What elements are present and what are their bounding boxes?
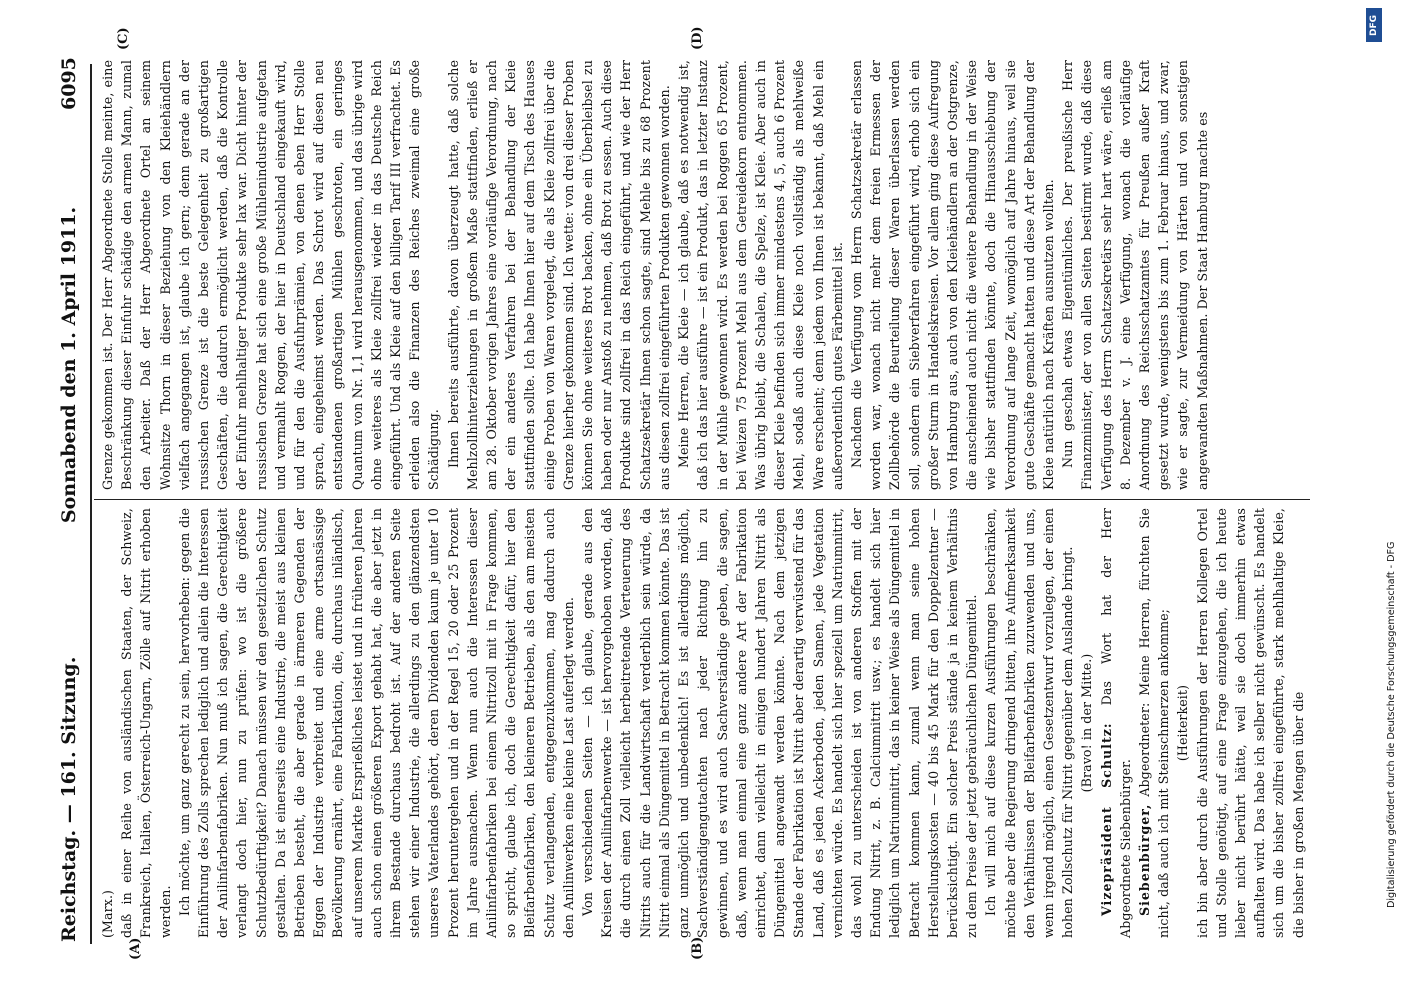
header-rule <box>90 64 92 944</box>
paragraph: Ihnen bereits ausführte, davon überzeugt hatte, daß solche Mehlzollhinterziehungen in großem Maße stattfinden, erließ er am 28. Oktober vorigen Jahres eine vorläufige Verordnung, nach der ein anderes Verfahren bei der Behandlung der Kleie stattfinden sollte. Ich habe Ihnen hier auf dem Tisch des Hauses einige Proben von Waren vorgelegt, die als Kleie zollfrei über die Grenze hierher gekommen sind. Ich wette: von drei dieser Proben können Sie ohne weiteres Brot backen, ohne ein Überbleibsel zu haben oder nur Anstoß zu nehmen, daß Brot zu essen. Auch diese Produkte sind zollfrei in das Reich eingeführt, und wie der Herr Schatzsekretär Ihnen schon sagte, sind Mehle bis zu 68 Prozent aus diesen zollfrei eingeführten Produkten gewonnen worden. <box>445 60 672 490</box>
running-header-left: Reichstag. — 161. Sitzung. <box>58 656 80 942</box>
paragraph: Grenze gekommen ist. Der Herr Abgeordnete Stolle meinte, eine Beschränkung dieser Einfuhr schädige den armen Mann, zumal den Arbeiter. Daß der Herr Abgeordnete Ortel an seinem Wohnsitze Thorn in dieser Beziehung von den Kleiehändlern vielfach angegangen ist, glaube ich gern; denn gerade an der russischen Grenze ist die beste Gelegenheit zu großartigen Geschäften, die dadurch ermöglicht werden, daß die Kontrolle der Einfuhr mehlhaltiger Produkte sehr lax war. Dicht hinter der russischen Grenze hat sich eine große Mühlenindustrie aufgetan und vermahlt Roggen, der hier in Deutschland eingekauft wird, und für den die Ausfuhrprämien, von denen eben Herr Stolle sprach, eingeheimst werden. Das Schrot wird auf diesen neu entstandenen großartigen Mühlen geschroten, ein geringes Quantum von Nr. 1,1 wird herausgenommen, und das übrige wird ohne weiteres als Kleie zollfrei wieder in das Deutsche Reich eingeführt. Und als Kleie auf den billigen Tarif III verfrachtet. Es erleiden also die Finanzen des Reiches zweimal eine große Schädigung. <box>100 60 442 490</box>
speaker-text: Das Wort hat der Herr Abgeordnete Siebenbürger. <box>1098 508 1133 938</box>
page-number: 6095 <box>58 57 80 110</box>
margin-marker-b: (B) <box>690 936 705 960</box>
digitization-credit <box>1364 8 1397 928</box>
margin-marker-a: (A) <box>128 937 143 960</box>
right-column <box>98 60 1308 490</box>
paragraph: Nun geschah etwas Eigentümliches. Der preußische Herr Finanzminister, der von allen Seiten bestürmt wurde, daß diese Verfügung des Herrn Schatzsekretärs sehr hart wäre, erließ am 8. Dezember v. J. eine Verfügung, wonach die vorläufige Anordnung des Reichsschatzamtes für Preußen außer Kraft gesetzt wurde, wenigstens bis zum 1. Februar hinaus, und zwar, wie er sagte, zur Vermeidung von Härten und von sonstigen angewandten Maßnahmen. Der Staat Hamburg machte es <box>1060 60 1210 490</box>
speaker-continuation: (Marx.) <box>100 889 115 938</box>
paragraph: Ich möchte, um ganz gerecht zu sein, hervorheben: gegen die Einführung des Zolls sprechen lediglich und allein die Interessen der Anilinfarbenfabriken. Nun muß ich sagen, die Gerechtigkeit verlangt doch hier, nun zu prüfen: wo ist die größere Schutzbedürftigkeit? Danach müssen wir den gesetzlichen Schutz gestalten. Da ist einerseits eine Industrie, die meist aus kleinen Betrieben besteht, die aber gerade in ärmeren Gegenden der Eggen der Industrie verbreitet und eine arme ortsansässige Bevölkerung ernährt, eine Fabrikation, die, durchaus inländisch, auf unserem Markte Ersprießliches leistet und in früheren Jahren auch schon einen größeren Export gehabt hat, die aber jetzt in ihrem Bestande durchaus bedroht ist. Auf der anderen Seite stehen wir einer Industrie, die allerdings zu den glänzendsten unseres Vaterlandes gehört, deren Dividenden kaum je unter 10 Prozent heruntergehen und in der Regel 15, 20 oder 25 Prozent im Jahre ausmachen. Wenn nun auch die Interessen dieser Anilinfarbenfabriken bei einem Nitritzoll mit in Frage kommen, so spricht, glaube ich, doch die Gerechtigkeit dafür, hier den Bleifarbenfabriken, den kleineren Betrieben, als den am meisten Schutz verlangenden, entgegenzukommen, mag dadurch auch den Anilinwerken eine kleine Last auferlegt werden. <box>176 508 576 938</box>
vice-president-line <box>1097 508 1135 938</box>
running-header-date: Sonnabend den 1. April 1911. <box>58 206 80 524</box>
applause-note: (Bravo! in der Mitte.) <box>1079 653 1095 793</box>
speaker-line <box>1135 508 1173 938</box>
paragraph: ich bin aber durch die Ausführungen der Herren Kollegen Ortel und Stolle genötigt, auf eine Frage einzugehen, die ich heute lieber nicht berührt hätte, weil sie doch immerhin etwas aufhalten wird. Das habe ich selber nicht gewünscht. Es handelt sich um die bisher zollfrei eingeführte, stark mehlhaltige Kleie, die bisher in großen Mengen über die <box>1194 508 1306 938</box>
margin-marker-c: (C) <box>116 27 131 50</box>
paragraph: Von verschiedenen Seiten — ich glaube, gerade aus den Kreisen der Anilinfarbenwerke — ist hervorgehoben worden, daß die durch einen Zoll vielleicht herbeitretende Verteuerung des Nitrits auch für die Landwirtschaft verderblich sein würde, da Nitrit einmal als Düngemittel in Betracht kommen könnte. Das ist ganz unmöglich und unbedenklich! Es ist allerdings möglich, Sachverständigengutachten nach jeder Richtung hin zu gewinnen, und es wird auch Sachverständige geben, die sagen, daß, wenn man einmal eine ganz andere Art der Fabrikation einrichtet, dann vielleicht in einigen hundert Jahren Nitrit als Düngemittel angewandt werden könnte. Nach dem jetzigen Stande der Fabrikation ist Nitrit aber derartig verwüstend für das Land, daß es jeden Ackerboden, jeden Samen, jede Vegetation vernichten würde. Es handelt sich hier speziell um Natriumnitrit, das wohl zu unterscheiden ist von anderen Stoffen mit der Endung Nitrit, z. B. Calciumnitrit usw.; es handelt sich hier lediglich um Natriumnitrit, das in keiner Weise als Düngemittel in Betracht kommen kann, zumal wenn man seine hohen Herstellungskosten — 40 bis 45 Mark für den Doppelzentner — berücksichtigt. Ein solcher Preis stände ja in keinem Verhältnis zu dem Preise der jetzt gebräuchlichen Düngemittel. <box>580 508 980 938</box>
dfg-logo: DFG <box>1366 8 1382 42</box>
laughter-note: (Heiterkeit) <box>1175 684 1191 762</box>
paragraph: daß in einer Reihe von ausländischen Staaten, der Schweiz, Frankreich, Italien, Österreich-Ungarn, Zölle auf Nitrit erhoben werden. <box>119 508 173 938</box>
paragraph: Nachdem die Verfügung vom Herrn Schatzsekretär erlassen worden war, wonach nicht mehr dem freien Ermessen der Zollbehörde die Beurteilung dieser Waren überlassen werden soll, sondern ein Siebverfahren eingeführt wird, erhob sich ein großer Sturm in Handelskreisen. Vor allem ging diese Aufregung von Hamburg aus, auch von den Kleiehändlern an der Ostgrenze, die anscheinend auch nicht die weitere Behandlung in der Weise wie bisher stattfinden könnte, doch die Hinausschiebung der Verordnung auf lange Zeit, womöglich auf Jahre hinaus, weil sie gute Geschäfte gemacht hatten und diese Art der Behandlung der Kleie natürlich nach Kräften ausnutzen wollten. <box>848 60 1056 490</box>
left-column <box>98 508 1308 938</box>
credit-text: Digitalisierung gefördert durch die Deutsche Forschungsgemeinschaft - DFG <box>1386 541 1397 908</box>
paragraph: Ich will mich auf diese kurzen Ausführungen beschränken, möchte aber die Regierung dringend bitten, ihre Aufmerksamkeit den Verhältnissen der Bleifarbenfabriken zuzuwenden und uns, wenn irgend möglich, einen Gesetzentwurf vorzulegen, der einen hohen Zollschutz für Nitrit gegenüber dem Auslande bringt. <box>983 508 1076 938</box>
margin-marker-d: (D) <box>690 26 705 50</box>
speaker-text: Abgeordneter: Meine Herren, fürchten Sie nicht, daß auch ich mit Steinschmerzen ankomme; <box>1136 508 1172 938</box>
paragraph: Meine Herren, die Kleie — ich glaube, daß es notwendig ist, daß ich das hier ausführe — ist ein Produkt, das in letzter Instanz in der Mühle gewonnen wird. Es werden bei Roggen 65 Prozent, bei Weizen 75 Prozent Mehl aus dem Getreidekorn entnommen. Was übrig bleibt, die Schalen, die Spelze, ist Kleie. Aber auch in dieser Kleie befinden sich immer mindestens 4, 5, auch 6 Prozent Mehl, sodaß auch diese Kleie noch vollständig als mehlweiße Ware erscheint; denn jedem von Ihnen ist bekannt, daß Mehl ein außerordentlich gutes Färbemittel ist. <box>676 60 845 490</box>
column-divider <box>94 499 1310 500</box>
speaker-name: Siebenbürger, <box>1136 803 1152 916</box>
speaker-name: Vizepräsident Schultz: <box>1098 722 1114 916</box>
